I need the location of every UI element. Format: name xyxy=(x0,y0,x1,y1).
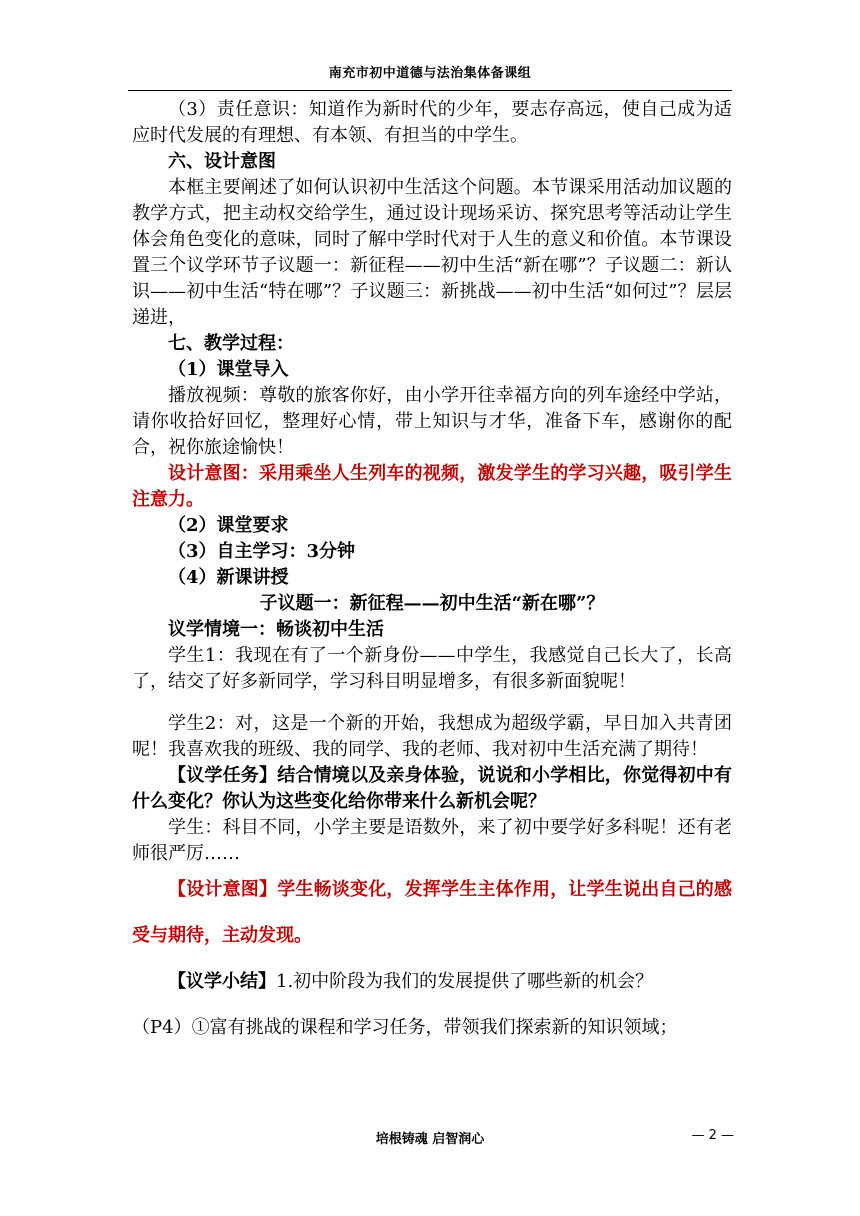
page-number: — 2 — xyxy=(691,1128,734,1143)
paragraph-responsibility: （3）责任意识：知道作为新时代的少年，要志存高远，使自己成为适应时代发展的有理想、有本领、有担当的中学生。 xyxy=(132,99,732,146)
student-1-quote: 学生1：我现在有了一个新身份——中学生，我感觉自己长大了，长高了，结交了好多新同学，学习科目明显增多，有很多新面貌呢！ xyxy=(132,645,732,692)
scenario-one-title: 议学情境一：畅谈初中生活 xyxy=(168,619,384,640)
subheading-lead-in: （1）课堂导入 xyxy=(168,359,289,380)
summary-tag: 【议学小结】 xyxy=(168,971,276,992)
subheading-new-lesson: （4）新课讲授 xyxy=(168,567,289,588)
design-intent-note-2: 【设计意图】学生畅谈变化，发挥学生主体作用，让学生说出自己的感受与期待，主动发现。 xyxy=(132,879,732,946)
summary-point-one: （P4）①富有挑战的课程和学习任务，带领我们探索新的知识领域； xyxy=(132,1017,678,1038)
student-answer: 学生：科目不同，小学主要是语数外，来了初中要学好多科呢！还有老师很严厉…… xyxy=(132,817,732,864)
page-footer-motto: 培根铸魂 启智润心 xyxy=(375,1132,485,1147)
subheading-requirements: （2）课堂要求 xyxy=(168,515,289,536)
discussion-summary xyxy=(132,959,732,1005)
heading-teaching-process: 七、教学过程： xyxy=(168,333,294,354)
paragraph-design-intent: 本框主要阐述了如何认识初中生活这个问题。本节课采用活动加议题的教学方式，把主动权交给学生，通过设计现场采访、探究思考等活动让学生体会角色变化的意味，同时了解中学时代对于人生的意义和价值。本节课设置三个议学环节子议题一：新征程——初中生活“新在哪”？子议题二：新认识——初中生活“特在哪”？子议题三：新挑战——初中生活“如何过”？层层递进， xyxy=(132,177,732,328)
summary-question: 1.初中阶段为我们的发展提供了哪些新的机会？ xyxy=(276,971,654,992)
design-intent-note-1: 设计意图：采用乘坐人生列车的视频，激发学生的学习兴趣，吸引学生注意力。 xyxy=(132,463,732,510)
student-2-quote: 学生2：对，这是一个新的开始，我想成为超级学霸，早日加入共青团呢！我喜欢我的班级、我的同学、我的老师、我对初中生活充满了期待！ xyxy=(132,713,732,760)
discussion-task: 【议学任务】结合情境以及亲身体验，说说和小学相比，你觉得初中有什么变化？你认为这些变化给你带来什么新机会呢？ xyxy=(132,765,732,812)
header-rule xyxy=(128,90,732,91)
page-header: 南充市初中道德与法治集体备课组 xyxy=(328,66,532,81)
document-body xyxy=(132,97,732,1051)
heading-design-intent: 六、设计意图 xyxy=(168,151,276,172)
paragraph-video: 播放视频：尊敬的旅客你好，由小学开往幸福方向的列车途经中学站，请你收拾好回忆，整理好心情，带上知识与才华，准备下车，感谢你的配合，祝你旅途愉快！ xyxy=(132,385,732,458)
sub-topic-one-title: 子议题一：新征程——初中生活“新在哪”？ xyxy=(259,593,605,614)
subheading-self-study: （3）自主学习：3分钟 xyxy=(168,541,356,562)
